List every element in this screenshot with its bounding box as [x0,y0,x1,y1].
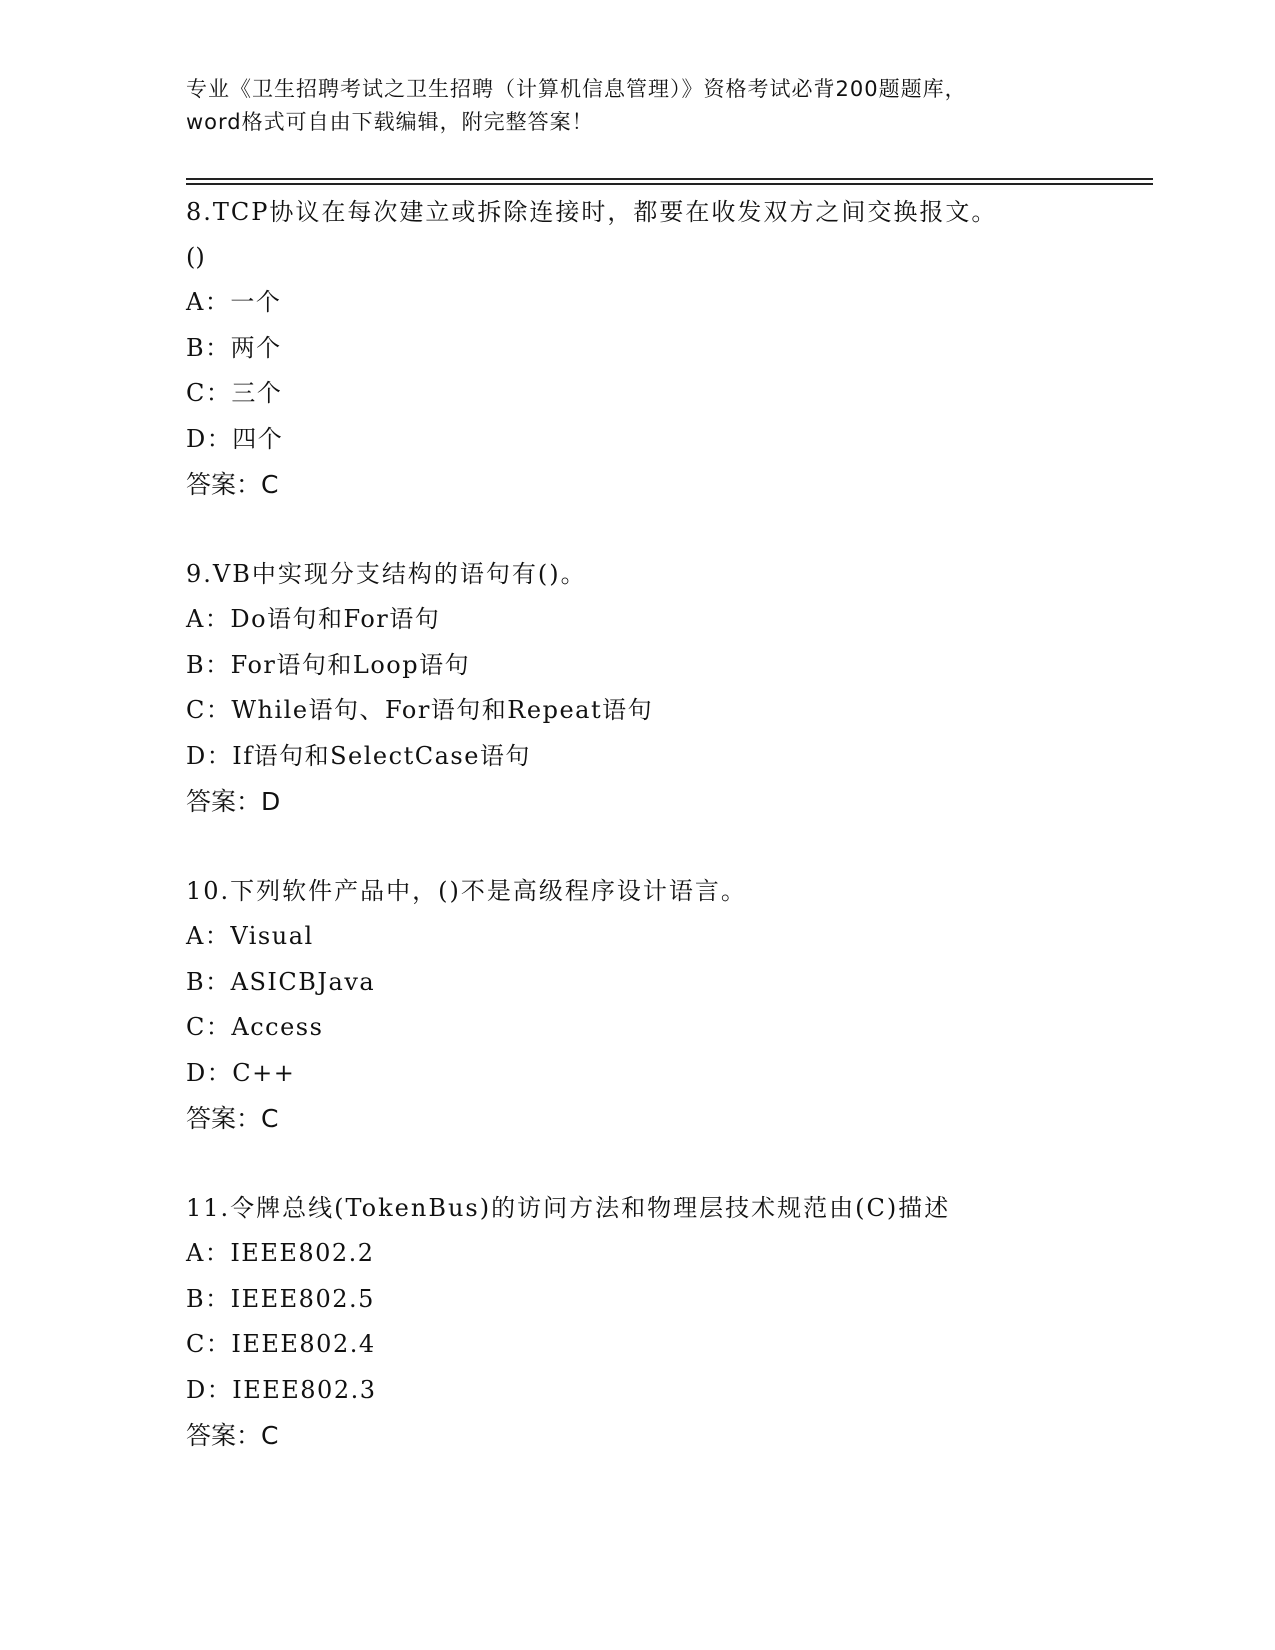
option-a: A：IEEE802.2 [186,1239,375,1267]
question-stem: 11.令牌总线(TokenBus)的访问方法和物理层技术规范由(C)描述 [186,1194,951,1222]
option-a: A：一个 [186,288,282,316]
option-a: A：Do语句和For语句 [186,605,441,633]
option-d: D：IEEE802.3 [186,1375,377,1404]
question-10 [186,869,1146,1141]
option-b: B：两个 [186,333,282,362]
option-a: A：Visual [186,922,314,950]
answer: 答案：C [186,1104,279,1133]
question-list [186,190,1146,1503]
option-d: D：四个 [186,424,284,453]
header-line-1: 专业《卫生招聘考试之卫生招聘（计算机信息管理）》资格考试必背200题题库， [186,77,967,101]
header-divider-bottom [186,183,1153,185]
question-stem: 10.下列软件产品中，()不是高级程序设计语言。 [186,877,747,905]
option-d: D：If语句和SelectCase语句 [186,741,531,770]
option-c: C：Access [186,1013,324,1041]
option-b: B：ASICBJava [186,967,376,996]
question-stem-continuation: () [186,243,205,271]
document-header [186,73,1086,139]
answer: 答案：C [186,1421,279,1450]
option-c: C：While语句、For语句和Repeat语句 [186,696,654,724]
question-stem: 8.TCP协议在每次建立或拆除连接时，都要在收发双方之间交换报文。 [186,198,998,226]
header-divider-top [186,178,1153,180]
header-line-2: word格式可自由下载编辑，附完整答案！ [186,110,594,134]
option-b: B：For语句和Loop语句 [186,650,471,679]
option-c: C：IEEE802.4 [186,1330,376,1358]
option-c: C：三个 [186,379,283,407]
question-stem: 9.VB中实现分支结构的语句有()。 [186,560,587,588]
option-b: B：IEEE802.5 [186,1284,375,1313]
question-8 [186,190,1146,507]
answer: 答案：C [186,470,279,499]
question-9 [186,552,1146,824]
question-11 [186,1186,1146,1458]
option-d: D：C++ [186,1058,296,1087]
answer: 答案：D [186,787,281,816]
